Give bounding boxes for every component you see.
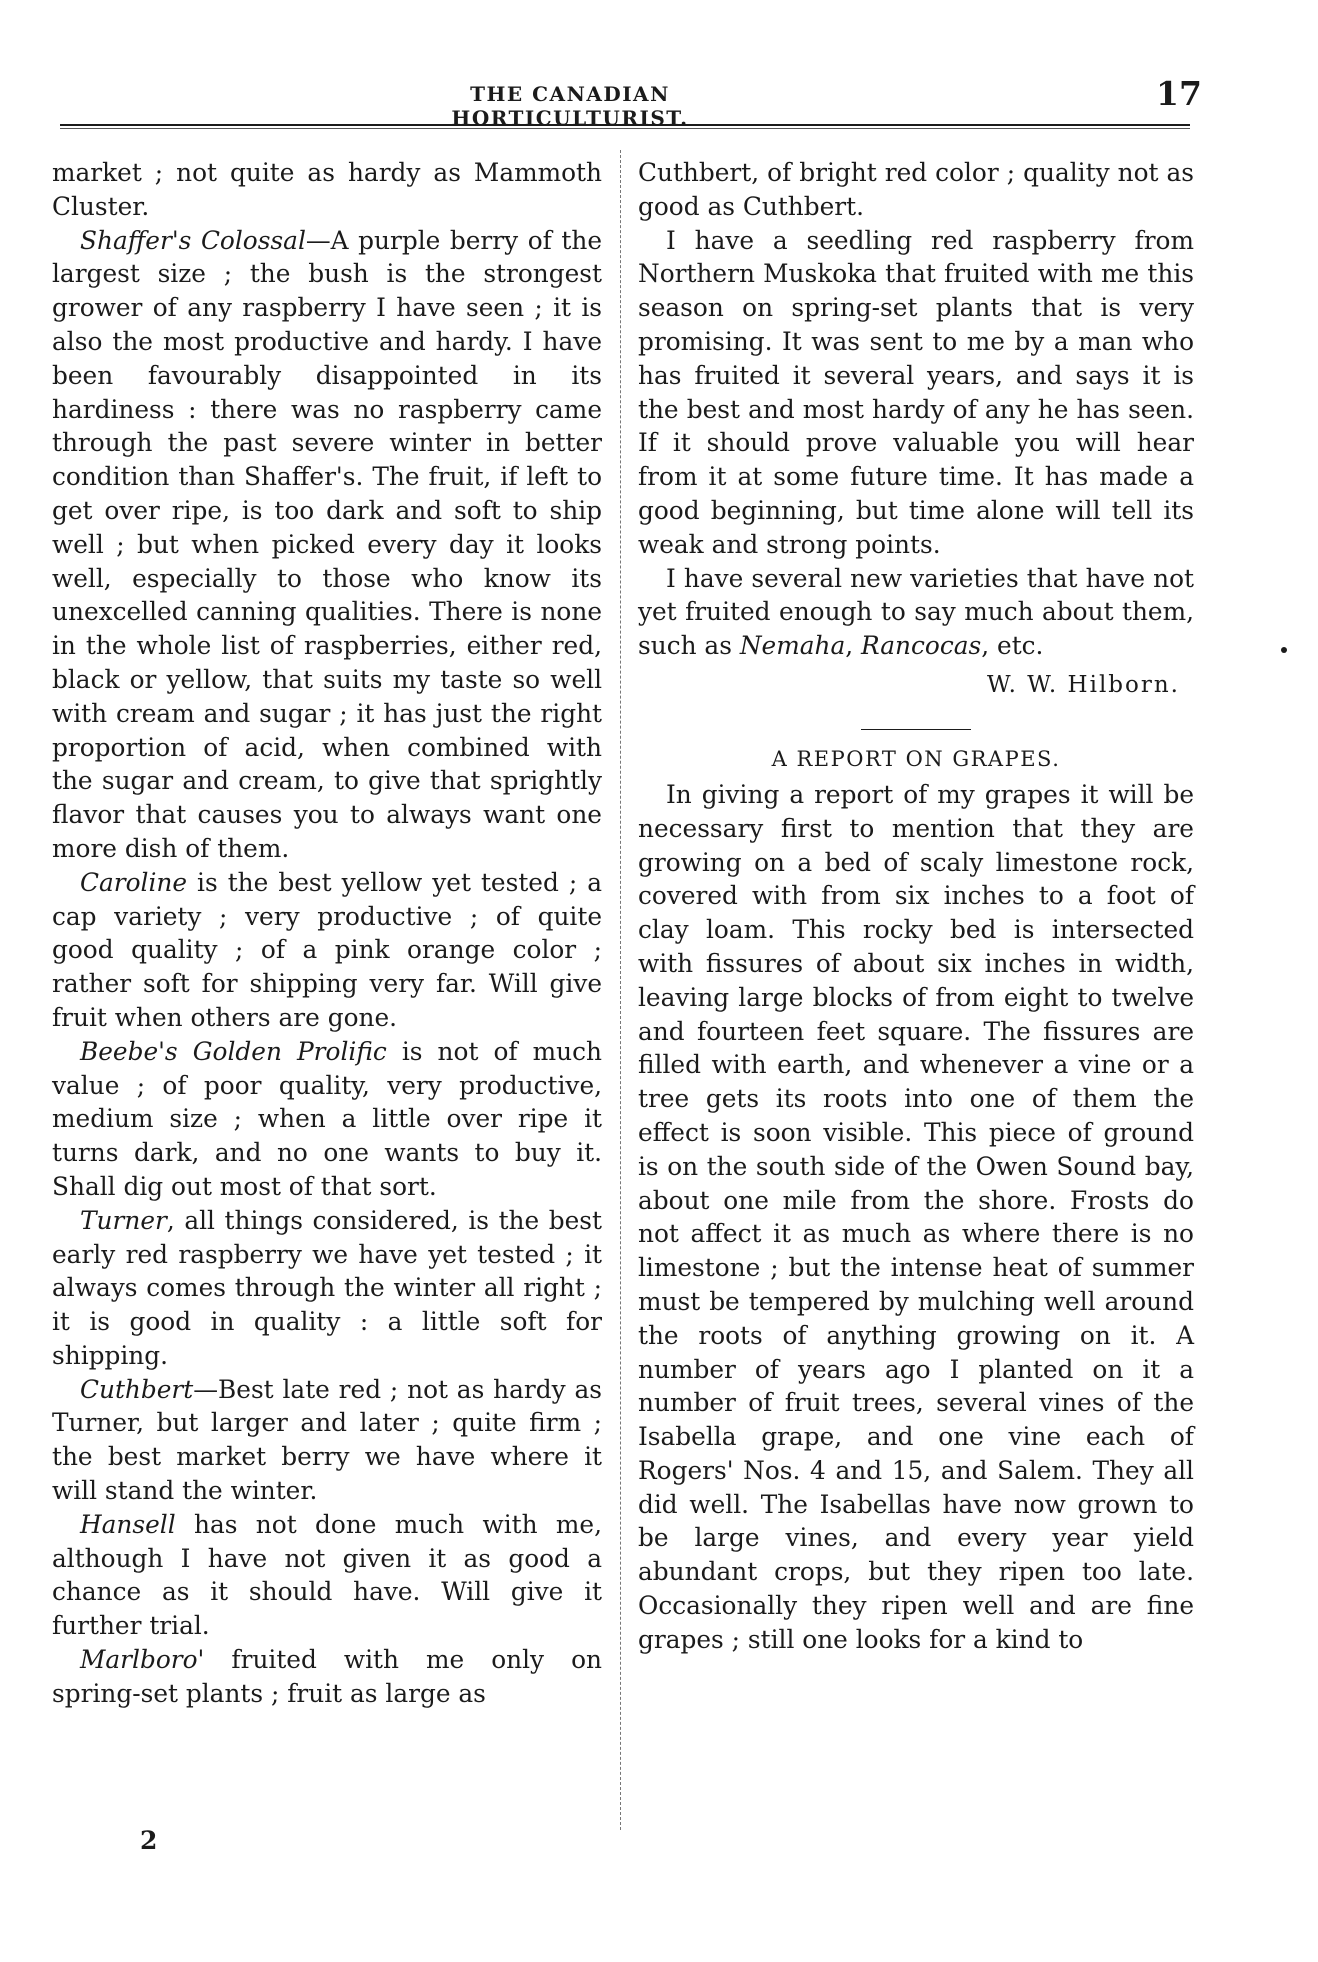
column-divider: [620, 150, 621, 1830]
paragraph-text: is the best yellow yet tested ; a cap variety ; very productive ; of quite good quality ; of a pink orange color ; rather soft for shipping very far. Will give fruit when others are gone.: [52, 867, 602, 1032]
variety-name: Nemaha: [739, 631, 846, 661]
left-column: [52, 156, 602, 1711]
paragraph-text: —Best late red ; not as hardy as Turner, but larger and later ; quite firm ; the best market berry we have where it will stand the winter.: [52, 1374, 602, 1506]
paragraph-seedling: I have a seedling red raspberry from Northern Muskoka that fruited with me this season on spring-set plants that is very promising. It was sent to me by a man who has fruited it several years, and says it is the best and most hardy of any he has seen. If it should prove valuable you will hear from it at some future time. It has made a good beginning, but time alone will tell its weak and strong points.: [638, 225, 1194, 559]
page-number: 17: [1156, 74, 1202, 113]
paragraph-turner: [52, 1204, 602, 1373]
ink-speck: [1281, 647, 1287, 653]
paragraph-hansell: [52, 1508, 602, 1643]
section-rule: [861, 729, 971, 730]
paragraph-shaffers-colossal: [52, 224, 602, 866]
paragraph-grapes-report: In giving a report of my grapes it will be necessary first to mention that they are growing on a bed of scaly limestone rock, covered with from six inches to a foot of clay loam. This rocky bed is intersected with fissures of about six inches in width, leaving large blocks of from eight to twelve and fourteen feet square. The fissures are filled with earth, and whenever a vine or a tree gets its roots into one of them the effect is soon visible. This piece of ground is on the south side of the Owen Sound bay, about one mile from the shore. Frosts do not affect it as much as where there is no limestone ; but the intense heat of summer must be tempered by mulching well around the roots of anything growing on it. A number of years ago I planted on it a number of fruit trees, several vines of the Isabella grape, and one vine each of Rogers' Nos. 4 and 15, and Salem. They all did well. The Isabellas have now grown to be large vines, and every year yield abundant crops, but they ripen too late. Occasionally they ripen well and are fine grapes ; still one looks for a kind to: [638, 779, 1194, 1654]
variety-name: Turner: [80, 1205, 167, 1235]
paragraph-marlboro: [52, 1643, 602, 1711]
paragraph-text: has not done much with me, although I have not given it as good a chance as it should have. Will give it further trial.: [52, 1509, 602, 1641]
header-rule: [60, 124, 1190, 126]
variety-name: Beebe's Golden Prolific: [80, 1036, 387, 1066]
variety-name: Cuthbert: [80, 1374, 194, 1404]
section-heading: A REPORT ON GRAPES.: [771, 746, 1061, 771]
running-head-title: THE CANADIAN HORTICULTURIST.: [451, 82, 689, 130]
paragraph: Cuthbert, of bright red color ; quality not as good as Cuthbert.: [638, 158, 1194, 221]
paragraph-caroline: [52, 866, 602, 1035]
author-signature: W. W. Hilborn.: [987, 671, 1180, 698]
variety-name: Hansell: [80, 1509, 176, 1539]
variety-name: Rancocas: [861, 631, 982, 661]
paragraph-text: fruited with me only on spring-set plants ; fruit as large as: [52, 1645, 602, 1708]
printer-signature-mark: 2: [140, 1826, 158, 1855]
paragraph-text: is not of much value ; of poor quality, very productive, medium size ; when a little over ripe it turns dark, and no one wants to buy it. Shall dig out most of that sort.: [52, 1036, 602, 1201]
paragraph-cuthbert: [52, 1373, 602, 1508]
separator: ,: [845, 631, 862, 661]
paragraph: market ; not quite as hardy as Mammoth Cluster.: [52, 158, 602, 221]
variety-name: Caroline: [80, 867, 188, 897]
paragraph-text: —A purple berry of the largest size ; the bush is the strongest grower of any raspberry I have seen ; it is also the most productive and hardy. I have been favourably disappointed in its hardiness : there was no raspberry came through the past severe winter in better condition than Shaffer's. The fruit, if left to get over ripe, is too dark and soft to ship well ; but when picked every day it looks well, especially to those who know its unexcelled canning qualities. There is none in the whole list of raspberries, either red, black or yellow, that suits my taste so well with cream and sugar ; it has just the right proportion of acid, when combined with the sugar and cream, to give that sprightly flavor that causes you to always want one more dish of them.: [52, 225, 602, 863]
header-rule-thin: [60, 128, 1190, 129]
variety-name: Shaffer's Colossal: [80, 225, 306, 255]
right-column: [638, 156, 1194, 1657]
paragraph-text: , all things considered, is the best early red raspberry we have yet tested ; it always comes through the winter all right ; it is good in quality : a little soft for shipping.: [52, 1205, 602, 1370]
paragraph-new-varieties: [638, 562, 1194, 663]
variety-name: Marlboro': [80, 1645, 205, 1675]
paragraph-beebes-golden-prolific: [52, 1035, 602, 1204]
paragraph-text: I have several new varieties that have not yet fruited enough to say much about them, such as: [638, 563, 1194, 661]
paragraph-end: , etc.: [981, 631, 1044, 661]
